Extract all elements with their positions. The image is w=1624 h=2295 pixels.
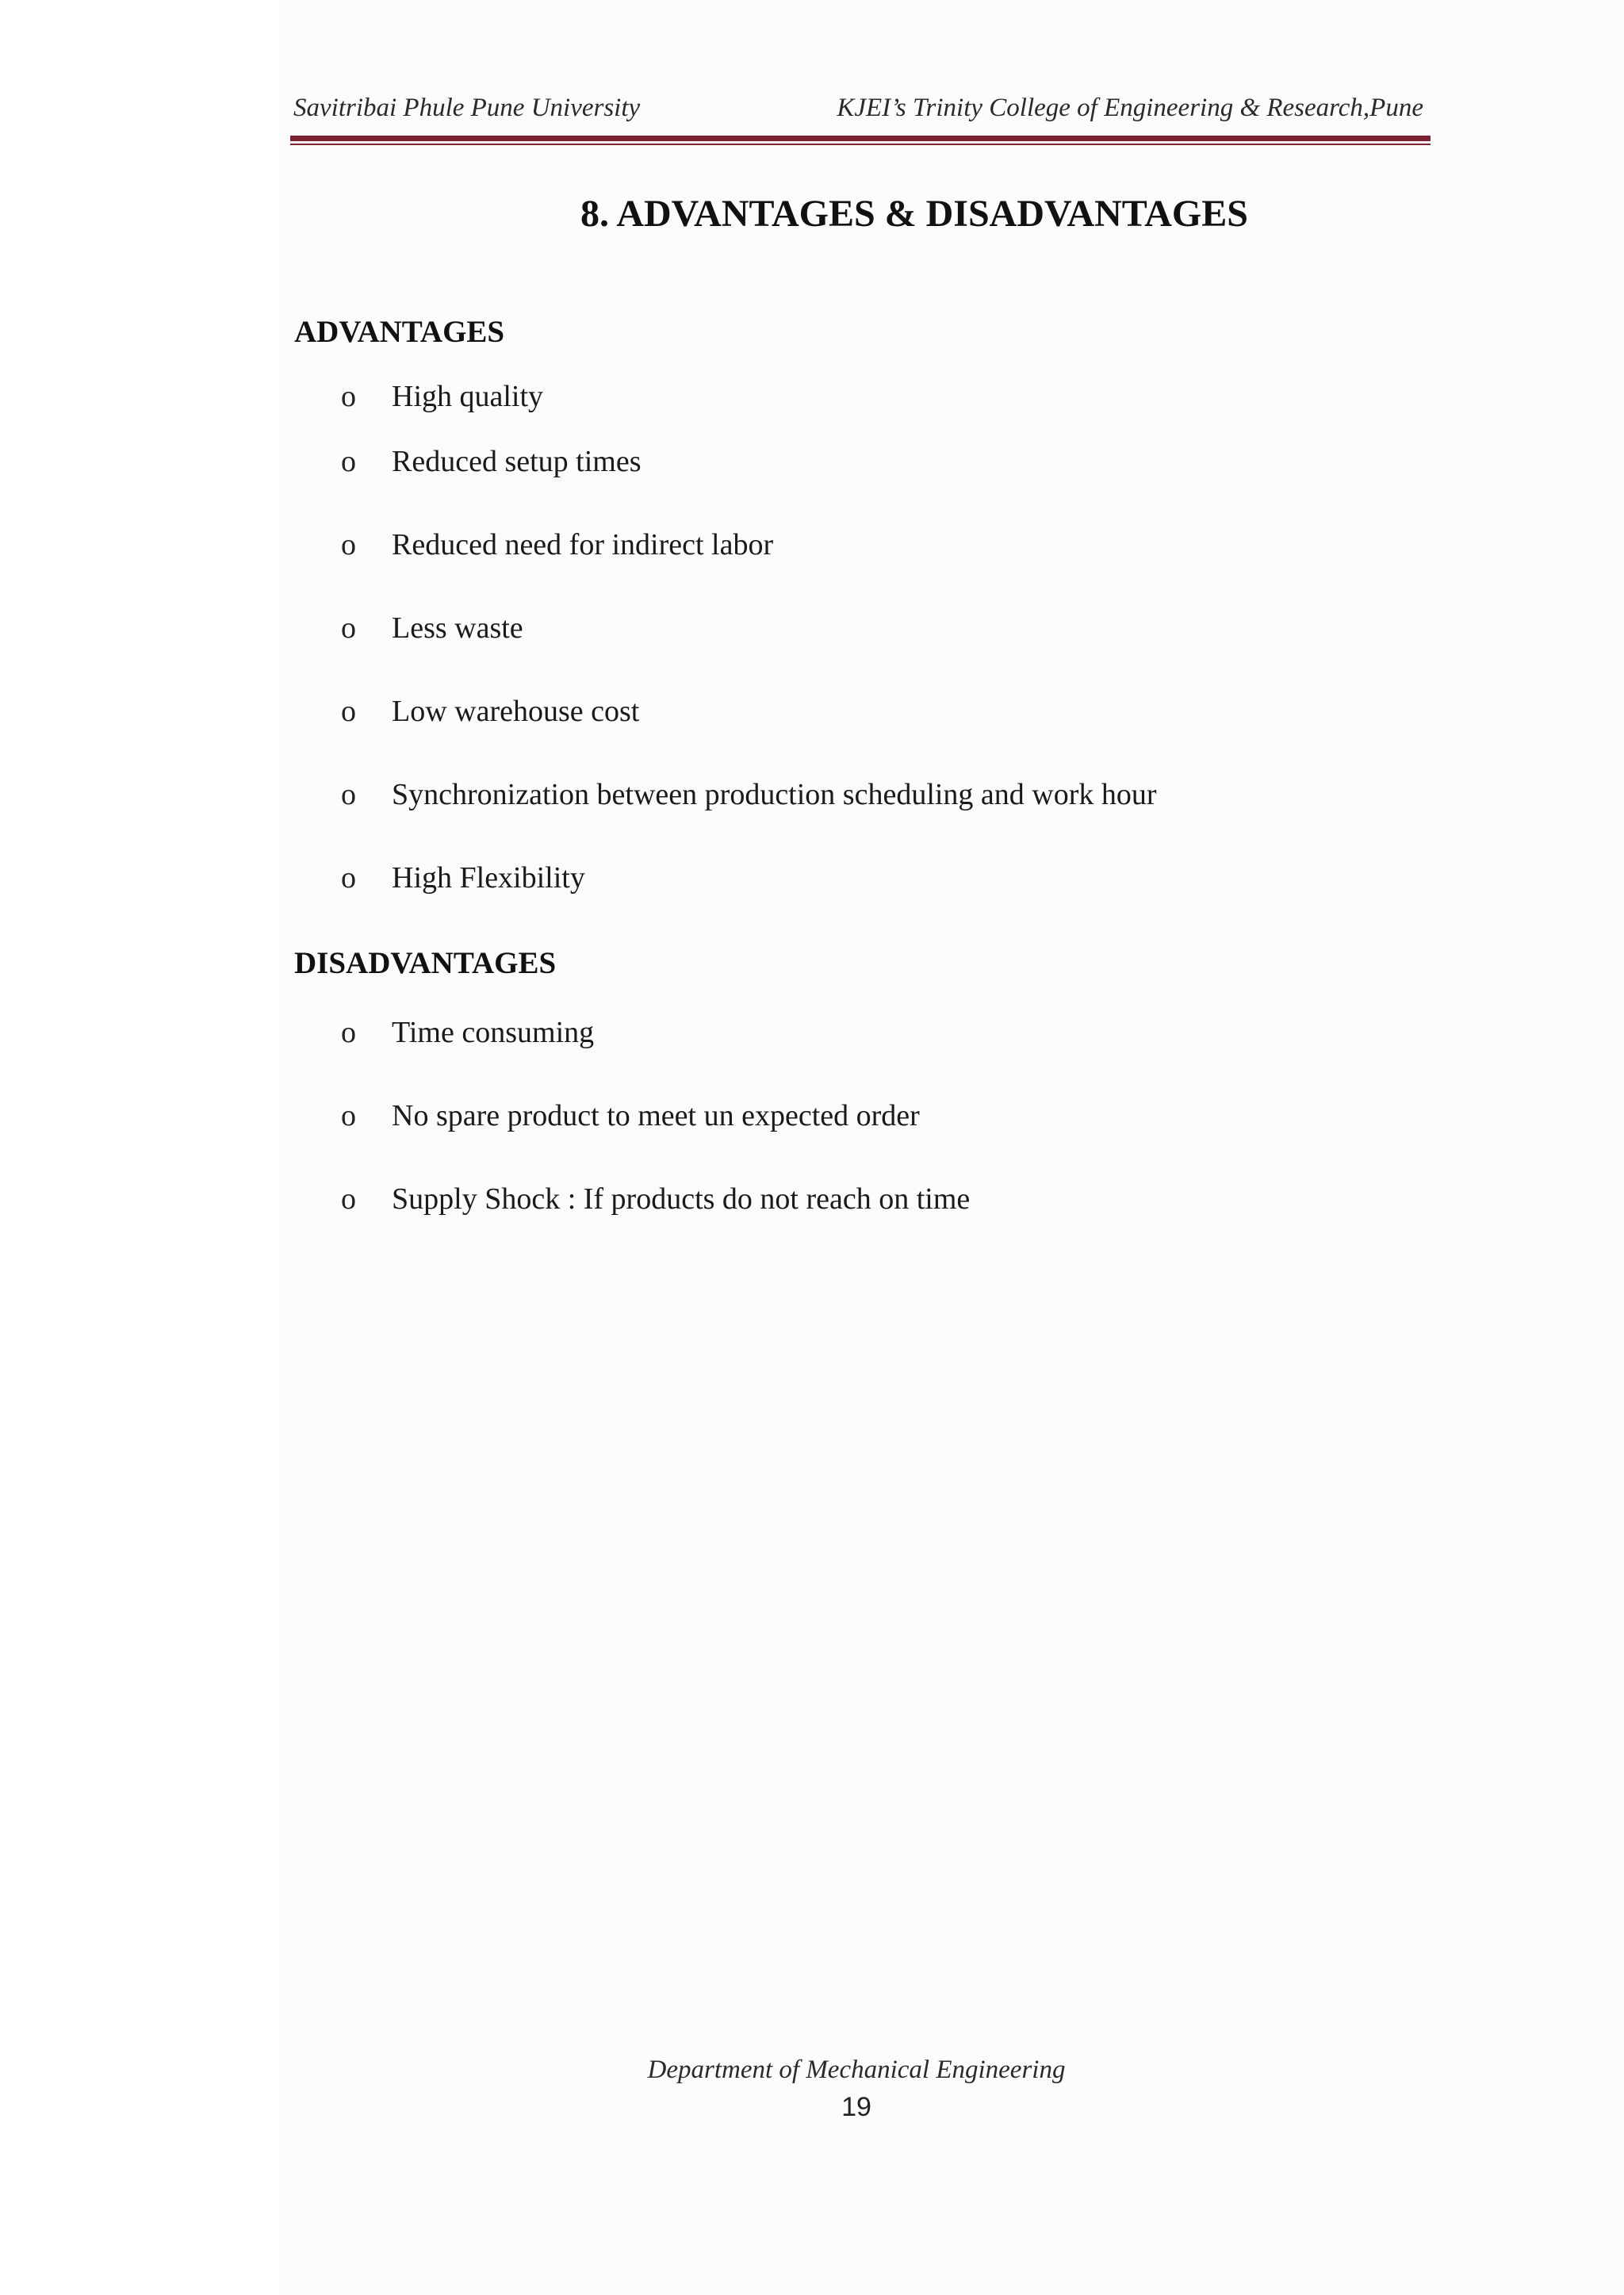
section-title: 8. ADVANTAGES & DISADVANTAGES [580, 193, 1248, 235]
advantage-item-text: Less waste [392, 611, 523, 645]
advantages-heading: ADVANTAGES [294, 315, 505, 349]
advantage-item-text: Low warehouse cost [392, 695, 640, 728]
header-college: KJEI’s Trinity College of Engineering & Research,Pune [837, 94, 1423, 122]
disadvantage-item-text: Supply Shock : If products do not reach on time [392, 1182, 971, 1216]
header-rule [290, 136, 1431, 141]
advantage-item-text: Synchronization between production scheduling and work hour [392, 778, 1157, 811]
advantage-item-text: Reduced need for indirect labor [392, 528, 774, 561]
advantage-item-text: Reduced setup times [392, 445, 642, 478]
disadvantage-item-text: No spare product to meet un expected order [392, 1099, 920, 1132]
bullet-icon: o [341, 695, 356, 728]
bullet-icon: o [341, 528, 356, 561]
advantage-item-text: High quality [392, 380, 544, 413]
bullet-icon: o [341, 778, 356, 811]
bullet-icon: o [341, 380, 356, 413]
disadvantages-heading: DISADVANTAGES [294, 946, 557, 980]
header-rule-thin [290, 144, 1431, 145]
bullet-icon: o [341, 445, 356, 478]
bullet-icon: o [341, 861, 356, 895]
header-university: Savitribai Phule Pune University [293, 94, 641, 122]
bullet-icon: o [341, 1182, 356, 1216]
bullet-icon: o [341, 1016, 356, 1049]
bullet-icon: o [341, 611, 356, 645]
bullet-icon: o [341, 1099, 356, 1132]
advantage-item-text: High Flexibility [392, 861, 585, 895]
disadvantage-item-text: Time consuming [392, 1016, 595, 1049]
footer-department: Department of Mechanical Engineering [647, 2056, 1066, 2084]
page-number: 19 [841, 2092, 871, 2122]
